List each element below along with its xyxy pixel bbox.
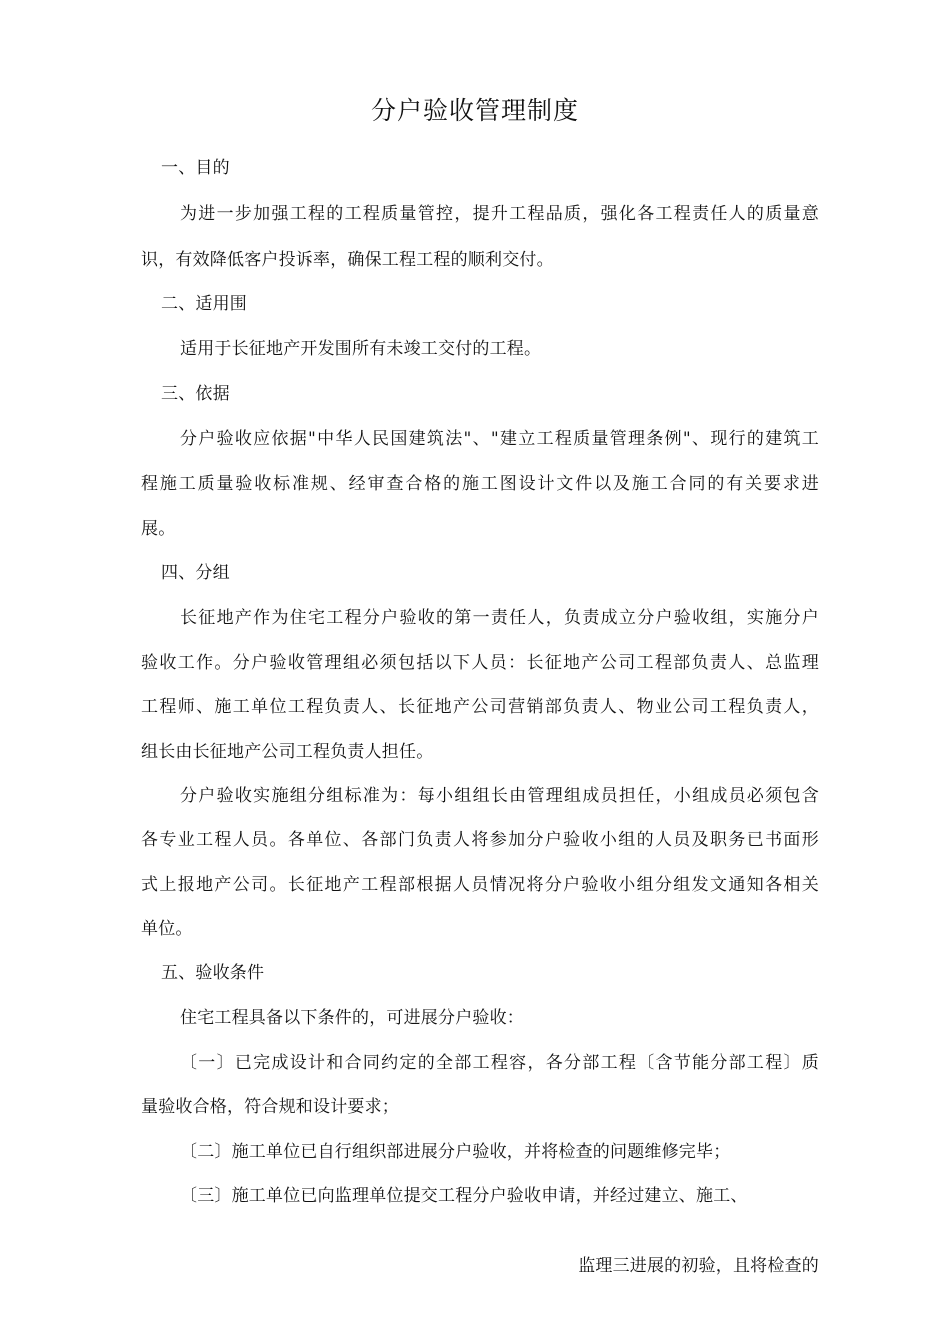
paragraph-line: 住宅工程具备以下条件的，可进展分户验收： xyxy=(180,1008,524,1028)
section-heading-grouping: 四、分组 xyxy=(161,563,230,583)
paragraph-line: 分户验收应依据"中华人民国建筑法"、"建立工程质量管理条例"、现行的建筑工 xyxy=(180,429,819,449)
paragraph-line: 〔一〕已完成设计和合同约定的全部工程容，各分部工程〔含节能分部工程〕质 xyxy=(180,1053,819,1073)
paragraph-line: 式上报地产公司。长征地产工程部根据人员情况将分户验收小组分组发文通知各相关 xyxy=(141,875,819,895)
paragraph-line: 工程师、施工单位工程负责人、长征地产公司营销部负责人、物业公司工程负责人， xyxy=(141,697,819,717)
paragraph-line: 〔二〕施工单位已自行组织部进展分户验收，并将检查的问题维修完毕； xyxy=(180,1142,731,1162)
paragraph-line: 〔三〕施工单位已向监理单位提交工程分户验收申请，并经过建立、施工、 xyxy=(180,1186,748,1206)
paragraph-line: 组长由长征地产公司工程负责人担任。 xyxy=(141,742,434,762)
paragraph-line: 识，有效降低客户投诉率，确保工程工程的顺利交付。 xyxy=(141,250,554,270)
paragraph-line: 分户验收实施组分组标准为：每小组组长由管理组成员担任，小组成员必须包含 xyxy=(180,786,819,806)
paragraph-line: 为进一步加强工程的工程质量管控，提升工程品质，强化各工程责任人的质量意 xyxy=(180,204,819,224)
paragraph-line: 适用于长征地产开发围所有未竣工交付的工程。 xyxy=(180,339,542,359)
paragraph-line: 量验收合格，符合规和设计要求； xyxy=(141,1097,399,1117)
section-heading-basis: 三、依据 xyxy=(161,384,230,404)
paragraph-line: 各专业工程人员。各单位、各部门负责人将参加分户验收小组的人员及职务已书面形 xyxy=(141,830,819,850)
section-heading-conditions: 五、验收条件 xyxy=(161,963,265,983)
document-title: 分户验收管理制度 xyxy=(370,96,579,125)
section-heading-purpose: 一、目的 xyxy=(161,158,230,178)
paragraph-line: 单位。 xyxy=(141,919,193,939)
paragraph-line: 程施工质量验收标准规、经审查合格的施工图设计文件以及施工合同的有关要求进 xyxy=(141,474,819,494)
paragraph-line: 长征地产作为住宅工程分户验收的第一责任人，负责成立分户验收组，实施分户 xyxy=(180,608,819,628)
section-heading-scope: 二、适用围 xyxy=(161,294,247,314)
paragraph-line: 展。 xyxy=(141,519,176,539)
paragraph-line: 监理三进展的初验，且将检查的 xyxy=(578,1256,819,1276)
paragraph-line: 验收工作。分户验收管理组必须包括以下人员：长征地产公司工程部负责人、总监理 xyxy=(141,653,819,673)
